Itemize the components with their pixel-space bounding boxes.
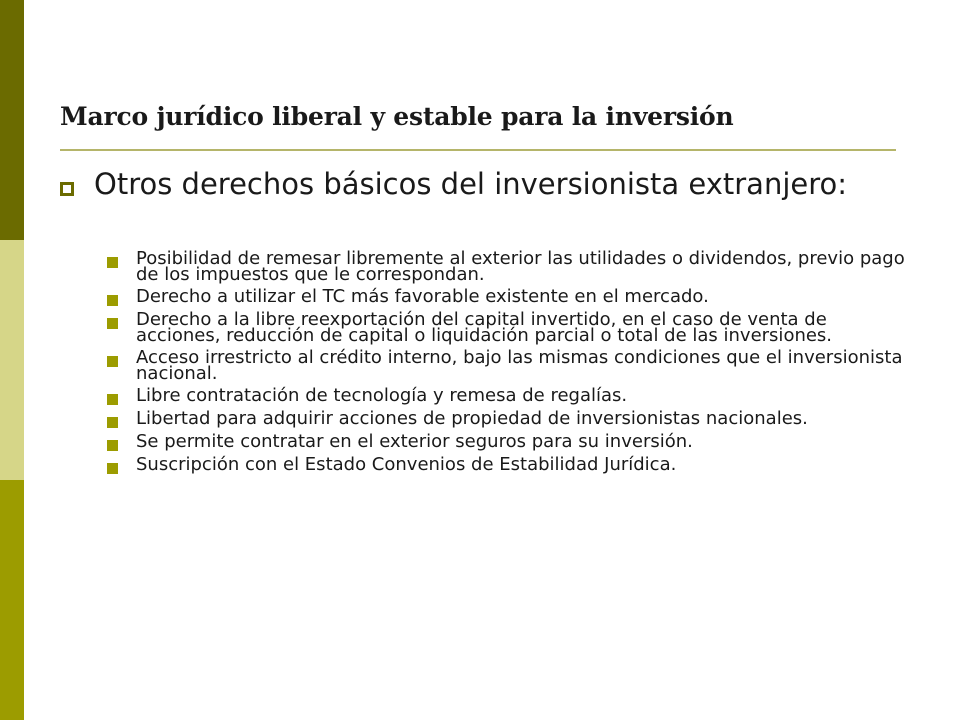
sub-point-text: Derecho a la libre reexportación del capital invertido, en el caso de venta de acciones, reducción de capital o liquidación parcial o total de las inversiones.	[136, 309, 833, 346]
list-item	[107, 385, 927, 406]
sub-point-text: Se permite contratar en el exterior seguros para su inversión.	[136, 431, 693, 452]
filled-square-bullet-icon	[107, 440, 118, 451]
sub-point-text: Libre contratación de tecnología y remesa de regalías.	[136, 385, 628, 406]
filled-square-bullet-icon	[107, 356, 118, 367]
sub-point-text: Suscripción con el Estado Convenios de Estabilidad Jurídica.	[136, 454, 677, 475]
list-item	[107, 408, 927, 429]
main-point-text: Otros derechos básicos del inversionista extranjero:	[94, 167, 848, 201]
title-divider	[60, 149, 896, 151]
side-band-middle	[0, 240, 24, 480]
side-band-bottom	[0, 480, 24, 720]
sub-point-list	[107, 248, 927, 480]
filled-square-bullet-icon	[107, 257, 118, 268]
filled-square-bullet-icon	[107, 318, 118, 329]
list-item	[107, 454, 927, 475]
hollow-square-bullet-icon	[60, 182, 74, 196]
list-item	[107, 248, 927, 285]
list-item	[107, 309, 927, 346]
sub-point-text: Posibilidad de remesar libremente al exterior las utilidades o dividendos, previo pago de los impuestos que le correspondan.	[136, 248, 905, 285]
filled-square-bullet-icon	[107, 417, 118, 428]
sub-point-text: Acceso irrestricto al crédito interno, bajo las mismas condiciones que el inversionista nacional.	[136, 347, 903, 384]
filled-square-bullet-icon	[107, 394, 118, 405]
filled-square-bullet-icon	[107, 463, 118, 474]
main-bullet-point	[60, 167, 910, 201]
list-item	[107, 347, 927, 384]
slide-title: Marco jurídico liberal y estable para la inversión	[60, 102, 734, 131]
side-band-top	[0, 0, 24, 240]
list-item	[107, 431, 927, 452]
filled-square-bullet-icon	[107, 295, 118, 306]
sub-point-text: Libertad para adquirir acciones de propiedad de inversionistas nacionales.	[136, 408, 808, 429]
list-item	[107, 286, 927, 307]
sub-point-text: Derecho a utilizar el TC más favorable existente en el mercado.	[136, 286, 709, 307]
